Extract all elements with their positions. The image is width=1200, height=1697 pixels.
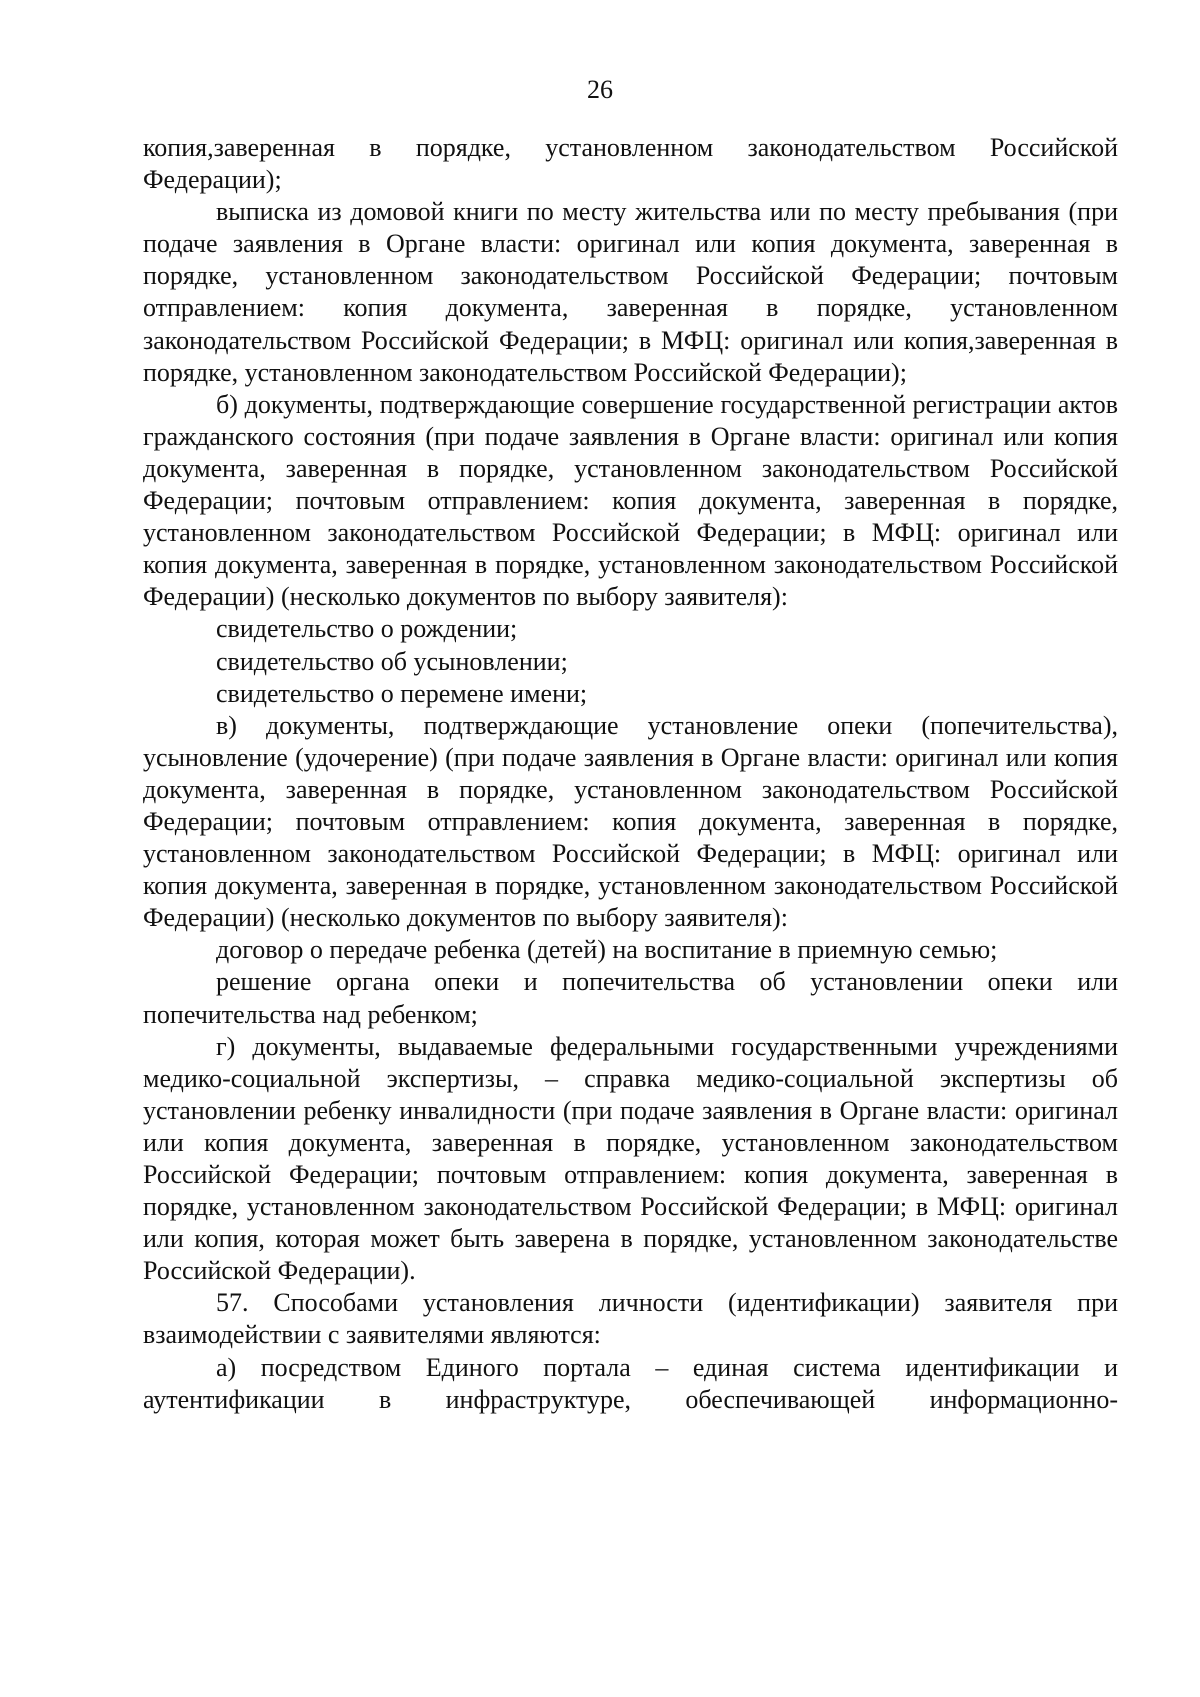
- paragraph-item-g-disability: г) документы, выдаваемые федеральными государственными учреждениями медико-социальной экспертизы, – справка медико-социальной экспертизы об установлении ребенку инвалидности (при подаче заявления в Органе власти: оригинал или копия документа, заверенная в порядке, установленном законодательством Российской Федерации; почтовым отправлением: копия документа, заверенная в порядке, установленном законодательством Российской Федерации; в МФЦ: оригинал или копия, которая может быть заверена в порядке, установленном законодательстве Российской Федерации).: [143, 1031, 1118, 1286]
- list-item-birth-certificate: свидетельство о рождении;: [216, 614, 518, 644]
- document-body: [143, 132, 1118, 1416]
- paragraph-item-b-civil-registration: б) документы, подтверждающие совершение государственной регистрации актов гражданского состояния (при подаче заявления в Органе власти: оригинал или копия документа, заверенная в порядке, установленном законодательством Российской Федерации; почтовым отправлением: копия документа, заверенная в порядке, установленном законодательством Российской Федерации; в МФЦ: оригинал или копия документа, заверенная в порядке, установленном законодательством Российской Федерации) (несколько документов по выбору заявителя):: [143, 389, 1118, 612]
- list-item-name-change-certificate: свидетельство о перемене имени;: [216, 678, 588, 708]
- page-number: 26: [587, 75, 613, 104]
- paragraph-continuation: копия,заверенная в порядке, установленном законодательством Российской Федерации);: [143, 133, 1118, 195]
- list-item-foster-family-agreement: договор о передаче ребенка (детей) на воспитание в приемную семью;: [216, 935, 998, 965]
- list-item-adoption-certificate: свидетельство об усыновлении;: [216, 646, 568, 676]
- paragraph-item-v-guardianship: в) документы, подтверждающие установление опеки (попечительства), усыновление (удочерение) (при подаче заявления в Органе власти: оригинал или копия документа, заверенная в порядке, установленном законодательством Российской Федерации; почтовым отправлением: копия документа, заверенная в порядке, установленном законодательством Российской Федерации; в МФЦ: оригинал или копия документа, заверенная в порядке, установленном законодательством Российской Федерации) (несколько документов по выбору заявителя):: [143, 710, 1118, 933]
- paragraph-section-57: 57. Способами установления личности (идентификации) заявителя при взаимодействии с заявителями являются:: [143, 1288, 1118, 1350]
- paragraph-item-a-unified-portal: а) посредством Единого портала – единая система идентификации и аутентификации в инфраструктуре, обеспечивающей информационно-: [143, 1352, 1118, 1414]
- paragraph-house-book-extract: выписка из домовой книги по месту жительства или по месту пребывания (при подаче заявления в Органе власти: оригинал или копия документа, заверенная в порядке, установленном законодательством Российской Федерации; почтовым отправлением: копия документа, заверенная в порядке, установленном законодательством Российской Федерации; в МФЦ: оригинал или копия,заверенная в порядке, установленном законодательством Российской Федерации);: [143, 197, 1118, 387]
- list-item-guardianship-decision: решение органа опеки и попечительства об установлении опеки или попечительства над ребенком;: [143, 967, 1118, 1029]
